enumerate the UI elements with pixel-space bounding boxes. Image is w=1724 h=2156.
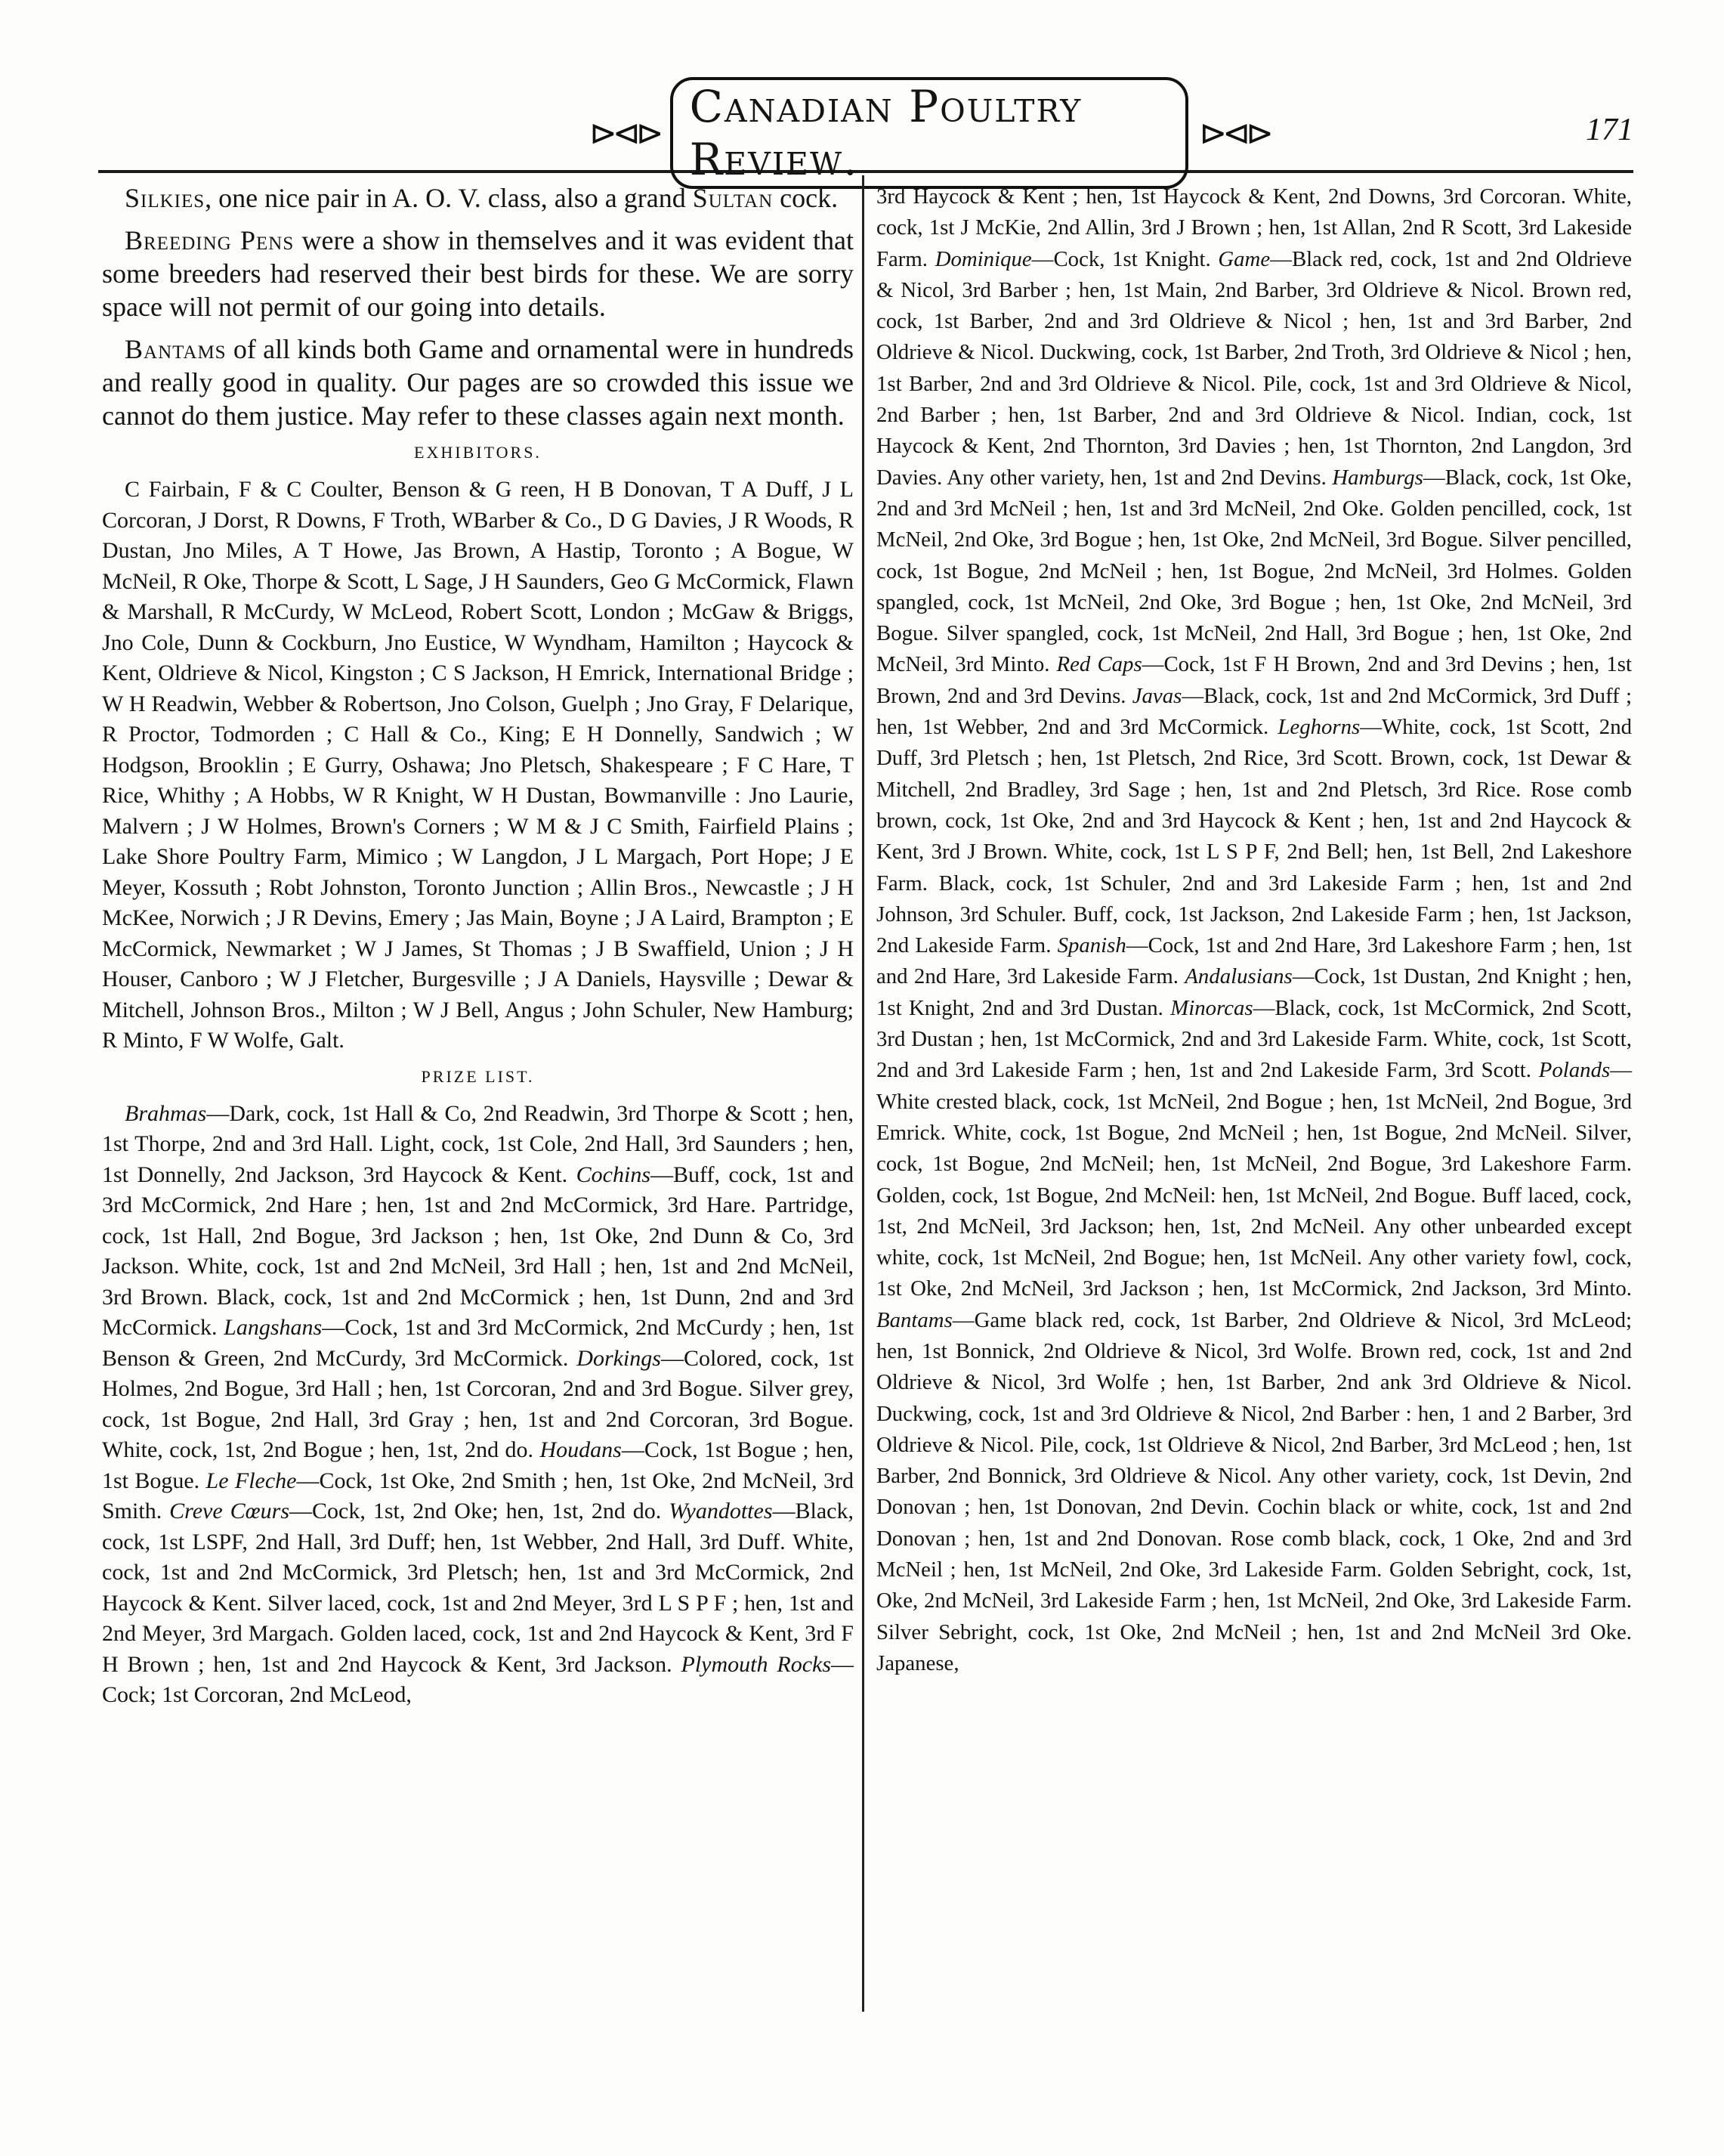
breed-name: Javas [1132, 683, 1182, 708]
prize-entry-text: —Cock, 1st Dustan, 2nd Knight ; hen, 1st Knight, 2nd and 3rd Dustan. [876, 964, 1632, 1020]
breeding-pens-lead: Breeding Pens [125, 225, 295, 255]
prize-entry-text: —Game black red, cock, 1st Barber, 2nd Oldrieve & Nicol, 3rd McLeod; hen, 1st Bonnick, 2nd Oldrieve & Nicol, 3rd Wolfe. Brown red, cock, 1st and 2nd Oldrieve & Nicol, 3rd Wolfe ; hen, 1st Barber, 2nd ank 3rd Oldrieve & Nicol. Duckwing, cock, 1st and 3rd Oldrieve & Nicol, 2nd Barber : hen, 1 and 2 Barber, 3rd Oldrieve & Nicol. Pile, cock, 1st Oldrieve & Nicol, 2nd Barber, 3rd McLeod ; hen, 1st Barber, 2nd Bonnick, 3rd Oldrieve & Nicol. Any other variety, cock, 1st Devin, 2nd Donovan ; hen, 1st Donovan, 2nd Devin. Cochin black or white, cock, 1st and 2nd Donovan ; hen, 1st and 2nd Donovan. Rose comb black, cock, 1 Oke, 2nd and 3rd McNeil ; hen, 1st McNeil, 2nd Oke, 3rd Lakeside Farm. Golden Sebright, cock, 1st, Oke, 2nd McNeil, 3rd Lakeside Farm ; hen, 1st McNeil, 2nd Oke, 3rd Lakeside Farm. Silver Sebright, cock, 1st Oke, 2nd McNeil ; hen, 1st and 2nd McNeil 3rd Oke. Japanese, [876, 1307, 1632, 1675]
ornament-left-icon: ⊳⊲⊳ [589, 114, 660, 152]
prize-entry-text: —Cock, 1st F H Brown, 2nd and 3rd Devins ; hen, 1st Brown, 2nd and 3rd Devins. [876, 652, 1632, 708]
breed-name: Game [1218, 246, 1271, 271]
prize-list-text [102, 1099, 854, 1711]
prize-entry-text: —Cock, 1st Oke, 2nd Smith ; hen, 1st Oke, 2nd McNeil, 3rd Smith. [102, 1468, 854, 1523]
silkies-text: , one nice pair in A. O. V. class, also a grand [205, 183, 693, 213]
breed-name: Wyandottes [669, 1499, 773, 1523]
prize-entry-text: 3rd Haycock & Kent ; hen, 1st Haycock & Kent, 2nd Downs, 3rd Corcoran. White, cock, 1st J McKie, 2nd Allin, 3rd J Brown ; hen, 1st Allan, 2nd R Scott, 3rd Lakeside Farm. [876, 184, 1632, 271]
prize-list-heading: PRIZE LIST. [421, 1066, 535, 1086]
prize-entry-text: —Black, cock, 1st Oke, 2nd and 3rd McNeil ; hen, 1st and 3rd McNeil, 2nd Oke. Golden pencilled, cock, 1st McNeil, 2nd Oke, 3rd Bogue ; hen, 1st Oke, 2nd McNeil, 3rd Bogue. Silver pencilled, cock, 1st Bogue, 2nd McNeil ; hen, 1st Bogue, 2nd McNeil, 3rd Holmes. Golden spangled, cock, 1st McNeil, 2nd Oke, 3rd Bogue ; hen, 1st Oke, 2nd McNeil, 3rd Bogue. Silver spangled, cock, 1st McNeil, 2nd Hall, 3rd Bogue ; hen, 1st Oke, 2nd McNeil, 3rd Minto. [876, 465, 1632, 677]
breed-name: Andalusians [1185, 964, 1293, 989]
breed-name: Le Fleche [205, 1468, 297, 1493]
prize-entry-text: —Dark, cock, 1st Hall & Co, 2nd Readwin, 3rd Thorpe & Scott ; hen, 1st Thorpe, 2nd and 3rd Hall. Light, cock, 1st Cole, 2nd Hall, 3rd Saunders ; hen, 1st Donnelly, 2nd Jackson, 3rd Haycock & Kent. [102, 1100, 854, 1187]
bantams-text: of all kinds both Game and ornamental were in hundreds and really good in quality. Our pages are so crowded this issue we cannot do them justice. May refer to these classes again next month. [102, 334, 854, 431]
prize-entry-text: —Cock, 1st and 2nd Hare, 3rd Lakeshore Farm ; hen, 1st and 2nd Hare, 3rd Lakeside Farm. [876, 933, 1632, 989]
breed-name: Hamburgs [1332, 465, 1423, 490]
breed-name: Minorcas [1170, 995, 1253, 1020]
prize-list-continued [876, 181, 1632, 1679]
breed-name: Red Caps [1056, 652, 1142, 677]
prize-entry-text: —Cock; 1st Corcoran, 2nd McLeod, [102, 1651, 854, 1707]
prize-entry-text: —Colored, cock, 1st Holmes, 2nd Bogue, 3rd Hall ; hen, 1st Corcoran, 2nd and 3rd Bogue. Silver grey, cock, 1st Bogue, 2nd Hall, 3rd Gray ; hen, 1st and 2nd Corcoran, 3rd Bogue. White, cock, 1st, 2nd Bogue ; hen, 1st, 2nd do. [102, 1345, 854, 1462]
journal-title: Canadian Poultry Review. [670, 77, 1189, 189]
breed-name: Brahmas [125, 1100, 207, 1126]
breed-name: Plymouth Rocks [681, 1651, 831, 1677]
right-column [876, 181, 1632, 1679]
prize-entry-text: —Cock, 1st and 3rd McCormick, 2nd McCurdy ; hen, 1st Benson & Green, 2nd McCurdy, 3rd McCormick. [102, 1315, 854, 1371]
prize-entry-text: —Cock, 1st Knight. [1031, 246, 1219, 271]
bantams-paragraph [102, 333, 854, 432]
prize-entry-text: —White, cock, 1st Scott, 2nd Duff, 3rd Pletsch ; hen, 1st Pletsch, 2nd Rice, 3rd Scott. Brown, cock, 1st Dewar & Mitchell, 2nd Bradley, 3rd Sage ; hen, 1st and 2nd Pletsch, 3rd Rice. Rose comb brown, cock, 1st Oke, 2nd and 3rd Haycock & Kent ; hen, 1st and 2nd Haycock & Kent, 3rd J Brown. White, cock, 1st L S P F, 2nd Bell; hen, 1st Bell, 2nd Lakeshore Farm. Black, cock, 1st Schuler, 2nd and 3rd Lakeside Farm ; hen, 1st and 2nd Johnson, 3rd Schuler. Buff, cock, 1st Jackson, 2nd Lakeside Farm ; hen, 1st Jackson, 2nd Lakeside Farm. [876, 715, 1632, 958]
breed-name: Leghorns [1278, 715, 1361, 740]
bantams-lead: Bantams [125, 334, 227, 364]
left-column [102, 181, 854, 1711]
breed-name: Spanish [1057, 933, 1126, 958]
silkies-text-end: cock. [773, 183, 839, 213]
breed-name: Bantams [876, 1307, 953, 1332]
breed-name: Dorkings [576, 1345, 661, 1371]
breed-name: Houdans [539, 1437, 622, 1462]
exhibitors-list: C Fairbain, F & C Coulter, Benson & G reen, H B Donovan, T A Duff, J L Corcoran, J Dorst, R Downs, F Troth, WBarber & Co., D G Davies, J R Woods, R Dustan, Jno Miles, A T Howe, Jas Brown, A Hastip, Toronto ; A Bogue, W McNeil, R Oke, Thorpe & Scott, L Sage, J H Saunders, Geo G McCormick, Flawn & Marshall, R McCurdy, W McLeod, Robert Scott, London ; McGaw & Briggs, Jno Cole, Dunn & Cockburn, Jno Eustice, W Wyndham, Hamilton ; Haycock & Kent, Oldrieve & Nicol, Kingston ; C S Jackson, H Emrick, International Bridge ; W H Readwin, Webber & Robertson, Jno Colson, Guelph ; Jno Gray, F Delarique, R Proctor, Todmorden ; C Hall & Co., King; E H Donnelly, Sandwich ; W Hodgson, Brooklin ; E Gurry, Oshawa; Jno Pletsch, Shakespeare ; F C Hare, T Rice, Whithy ; A Hobbs, W R Knight, W H Dustan, Bowmanville : Jno Laurie, Malvern ; J W Holmes, Brown's Corners ; W M & J C Smith, Fairfield Plains ; Lake Shore Poultry Farm, Mimico ; W Langdon, J L Margach, Port Hope; J E Meyer, Kossuth ; Robt Johnston, Toronto Junction ; Allin Bros., Newcastle ; J H McKee, Norwich ; J R Devins, Emery ; Jas Main, Boyne ; J A Laird, Brampton ; E McCormick, Newmarket ; W J James, St Thomas ; J B Swaffield, Union ; J H Houser, Canboro ; W J Fletcher, Burgesville ; J A Daniels, Haysville ; Dewar & Mitchell, Johnson Bros., Milton ; W J Bell, Angus ; John Schuler, New Hamburg; R Minto, F W Wolfe, Galt. [102, 477, 854, 1053]
breed-name: Langshans [224, 1315, 323, 1340]
column-divider [862, 175, 864, 2012]
breed-name: Polands [1538, 1058, 1611, 1083]
breed-name: Dominique [935, 246, 1032, 271]
page-number: 171 [1586, 113, 1633, 147]
prize-entry-text: —White crested black, cock, 1st McNeil, 2nd Bogue ; hen, 1st McNeil, 2nd Bogue, 3rd Emrick. White, cock, 1st Bogue, 2nd McNeil ; hen, 1st Bogue, 2nd McNeil. Silver, cock, 1st Bogue, 2nd McNeil; hen, 1st McNeil, 2nd Bogue, 3rd Lakeshore Farm. Golden, cock, 1st Bogue, 2nd McNeil: hen, 1st McNeil, 2nd Bogue. Buff laced, cock, 1st, 2nd McNeil, 3rd Jackson; hen, 1st, 2nd McNeil. Any other unbearded except white, cock, 1st McNeil, 2nd Bogue; hen, 1st McNeil. Any other variety fowl, cock, 1st Oke, 2nd McNeil, 3rd Jackson ; hen, 1st McCormick, 2nd Jackson, 3rd Minto. [876, 1058, 1632, 1301]
ornament-right-icon: ⊳⊲⊳ [1199, 114, 1269, 152]
breed-name: Creve Cœurs [169, 1499, 290, 1523]
prize-entry-text: —Black, cock, 1st and 2nd McCormick, 3rd Duff ; hen, 1st Webber, 2nd and 3rd McCormick. [876, 683, 1632, 740]
sultan-lead: Sultan [692, 183, 774, 213]
prize-entry-text: —Cock, 1st Bogue ; hen, 1st Bogue. [102, 1437, 854, 1493]
prize-entry-text: —Black, cock, 1st LSPF, 2nd Hall, 3rd Duff; hen, 1st Webber, 2nd Hall, 3rd Duff. White, cock, 1st and 2nd McCormick, 3rd Pletsch; hen, 1st and 3rd McCormick, 2nd Haycock & Kent. Silver laced, cock, 1st and 2nd Meyer, 3rd L S P F ; hen, 1st and 2nd Meyer, 3rd Margach. Golden laced, cock, 1st and 2nd Haycock & Kent, 3rd F H Brown ; hen, 1st and 2nd Haycock & Kent, 3rd Jackson. [102, 1499, 854, 1677]
prize-entry-text: —Buff, cock, 1st and 3rd McCormick, 2nd Hare ; hen, 1st and 2nd McCormick, 3rd Hare. Partridge, cock, 1st Hall, 2nd Bogue, 3rd Jackson ; hen, 1st Oke, 2nd Dunn & Co, 3rd Jackson. White, cock, 1st and 2nd McNeil, 3rd Hall ; hen, 1st and 2nd McNeil, 3rd Brown. Black, cock, 1st and 2nd McCormick ; hen, 1st Dunn, 2nd and 3rd McCormick. [102, 1162, 854, 1340]
breeding-pens-text: were a show in themselves and it was evident that some breeders had reserved their best birds for these. We are sorry space will not permit of our going into details. [102, 225, 854, 322]
breed-name: Cochins [576, 1162, 651, 1187]
prize-entry-text: —Black, cock, 1st McCormick, 2nd Scott, 3rd Dustan ; hen, 1st McCormick, 2nd and 3rd Lakeside Farm. White, cock, 1st Scott, 2nd and 3rd Lakeside Farm ; hen, 1st and 2nd Lakeside Farm, 3rd Scott. [876, 995, 1632, 1083]
breeding-pens-paragraph [102, 224, 854, 323]
silkies-paragraph [102, 181, 854, 215]
masthead-title-block [589, 81, 1269, 185]
silkies-lead: Silkies [125, 183, 205, 213]
exhibitors-heading: EXHIBITORS. [414, 443, 542, 462]
prize-entry-text: —Cock, 1st, 2nd Oke; hen, 1st, 2nd do. [289, 1499, 669, 1523]
prize-entry-text: —Black red, cock, 1st and 2nd Oldrieve & Nicol, 3rd Barber ; hen, 1st Main, 2nd Barber, 3rd Oldrieve & Nicol. Brown red, cock, 1st Barber, 2nd and 3rd Oldrieve & Nicol ; hen, 1st and 3rd Barber, 2nd Oldrieve & Nicol. Duckwing, cock, 1st Barber, 2nd Troth, 3rd Oldrieve & Nicol ; hen, 1st Barber, 2nd and 3rd Oldrieve & Nicol. Pile, cock, 1st and 3rd Oldrieve & Nicol, 2nd Barber ; hen, 1st Barber, 2nd and 3rd Oldrieve & Nicol. Indian, cock, 1st Haycock & Kent, 2nd Thornton, 3rd Davies ; hen, 1st Thornton, 2nd Langdon, 3rd Davies. Any other variety, hen, 1st and 2nd Devins. [876, 246, 1632, 490]
masthead [98, 81, 1633, 185]
